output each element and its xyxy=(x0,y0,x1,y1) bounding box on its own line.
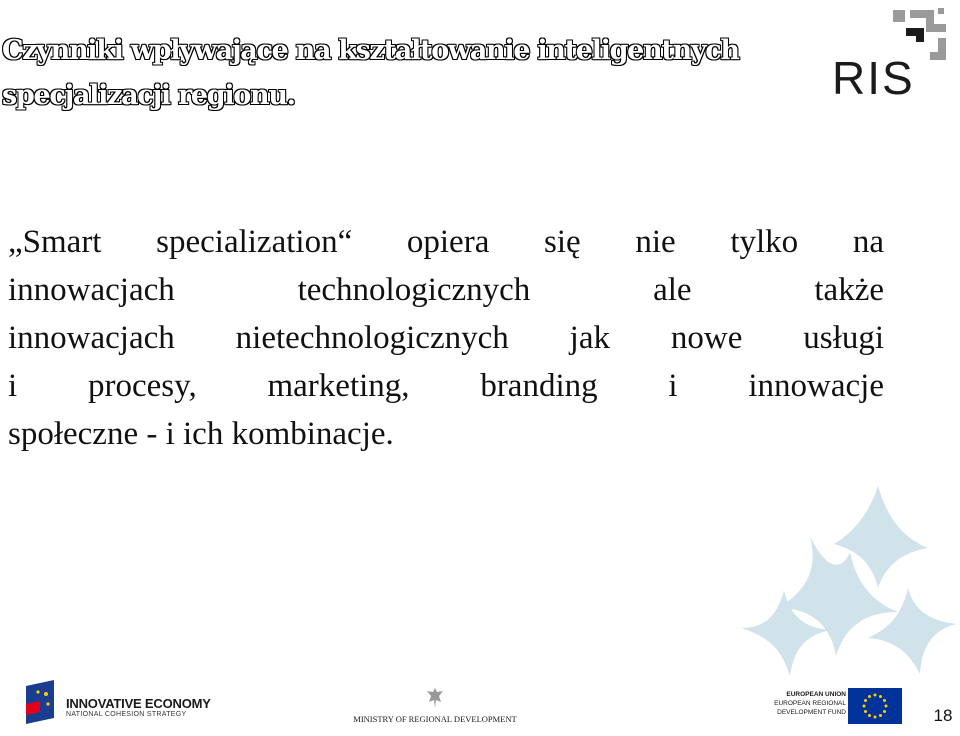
body-line-3: innowacjach nietechnologicznych jak nowe usługi xyxy=(8,320,884,356)
ris-logo-icon xyxy=(830,4,955,100)
slide-title xyxy=(2,28,802,118)
innovative-economy-subtitle: NATIONAL COHESION STRATEGY xyxy=(66,711,187,718)
eu-text-line-1: EUROPEAN UNION xyxy=(786,691,846,698)
decorative-star-icon xyxy=(738,478,960,678)
innovative-economy-logo xyxy=(20,678,220,730)
body-line-2: innowacjach technologicznych ale także xyxy=(8,272,884,308)
eu-text-line-3: DEVELOPMENT FUND xyxy=(777,709,846,716)
ministry-logo xyxy=(350,686,520,730)
page-number: 18 xyxy=(933,706,953,725)
innovative-economy-title: INNOVATIVE ECONOMY xyxy=(66,696,211,711)
ris-logo-text: RIS xyxy=(832,52,915,100)
eu-text-line-2: EUROPEAN REGIONAL xyxy=(774,700,846,707)
eu-flag-icon xyxy=(848,688,902,724)
body-line-5: społeczne - i ich kombinacje. xyxy=(8,416,394,452)
slide-body xyxy=(8,218,884,458)
polish-eagle-emblem-icon xyxy=(425,686,445,710)
slide-title-line-2: specjalizacji regionu. xyxy=(2,80,295,111)
innovative-economy-flag-icon xyxy=(24,678,60,728)
ris-logo xyxy=(830,4,955,100)
eu-text xyxy=(768,690,846,717)
eu-logo xyxy=(768,688,904,728)
body-line-4: i procesy, marketing, branding i innowacje xyxy=(8,368,884,404)
body-line-1: „Smart specialization“ opiera się nie tylko na xyxy=(8,224,884,260)
slide-title-line-1: Czynniki wpływające na kształtowanie inteligentnych xyxy=(2,35,739,66)
ministry-text: MINISTRY OF REGIONAL DEVELOPMENT xyxy=(353,714,517,724)
